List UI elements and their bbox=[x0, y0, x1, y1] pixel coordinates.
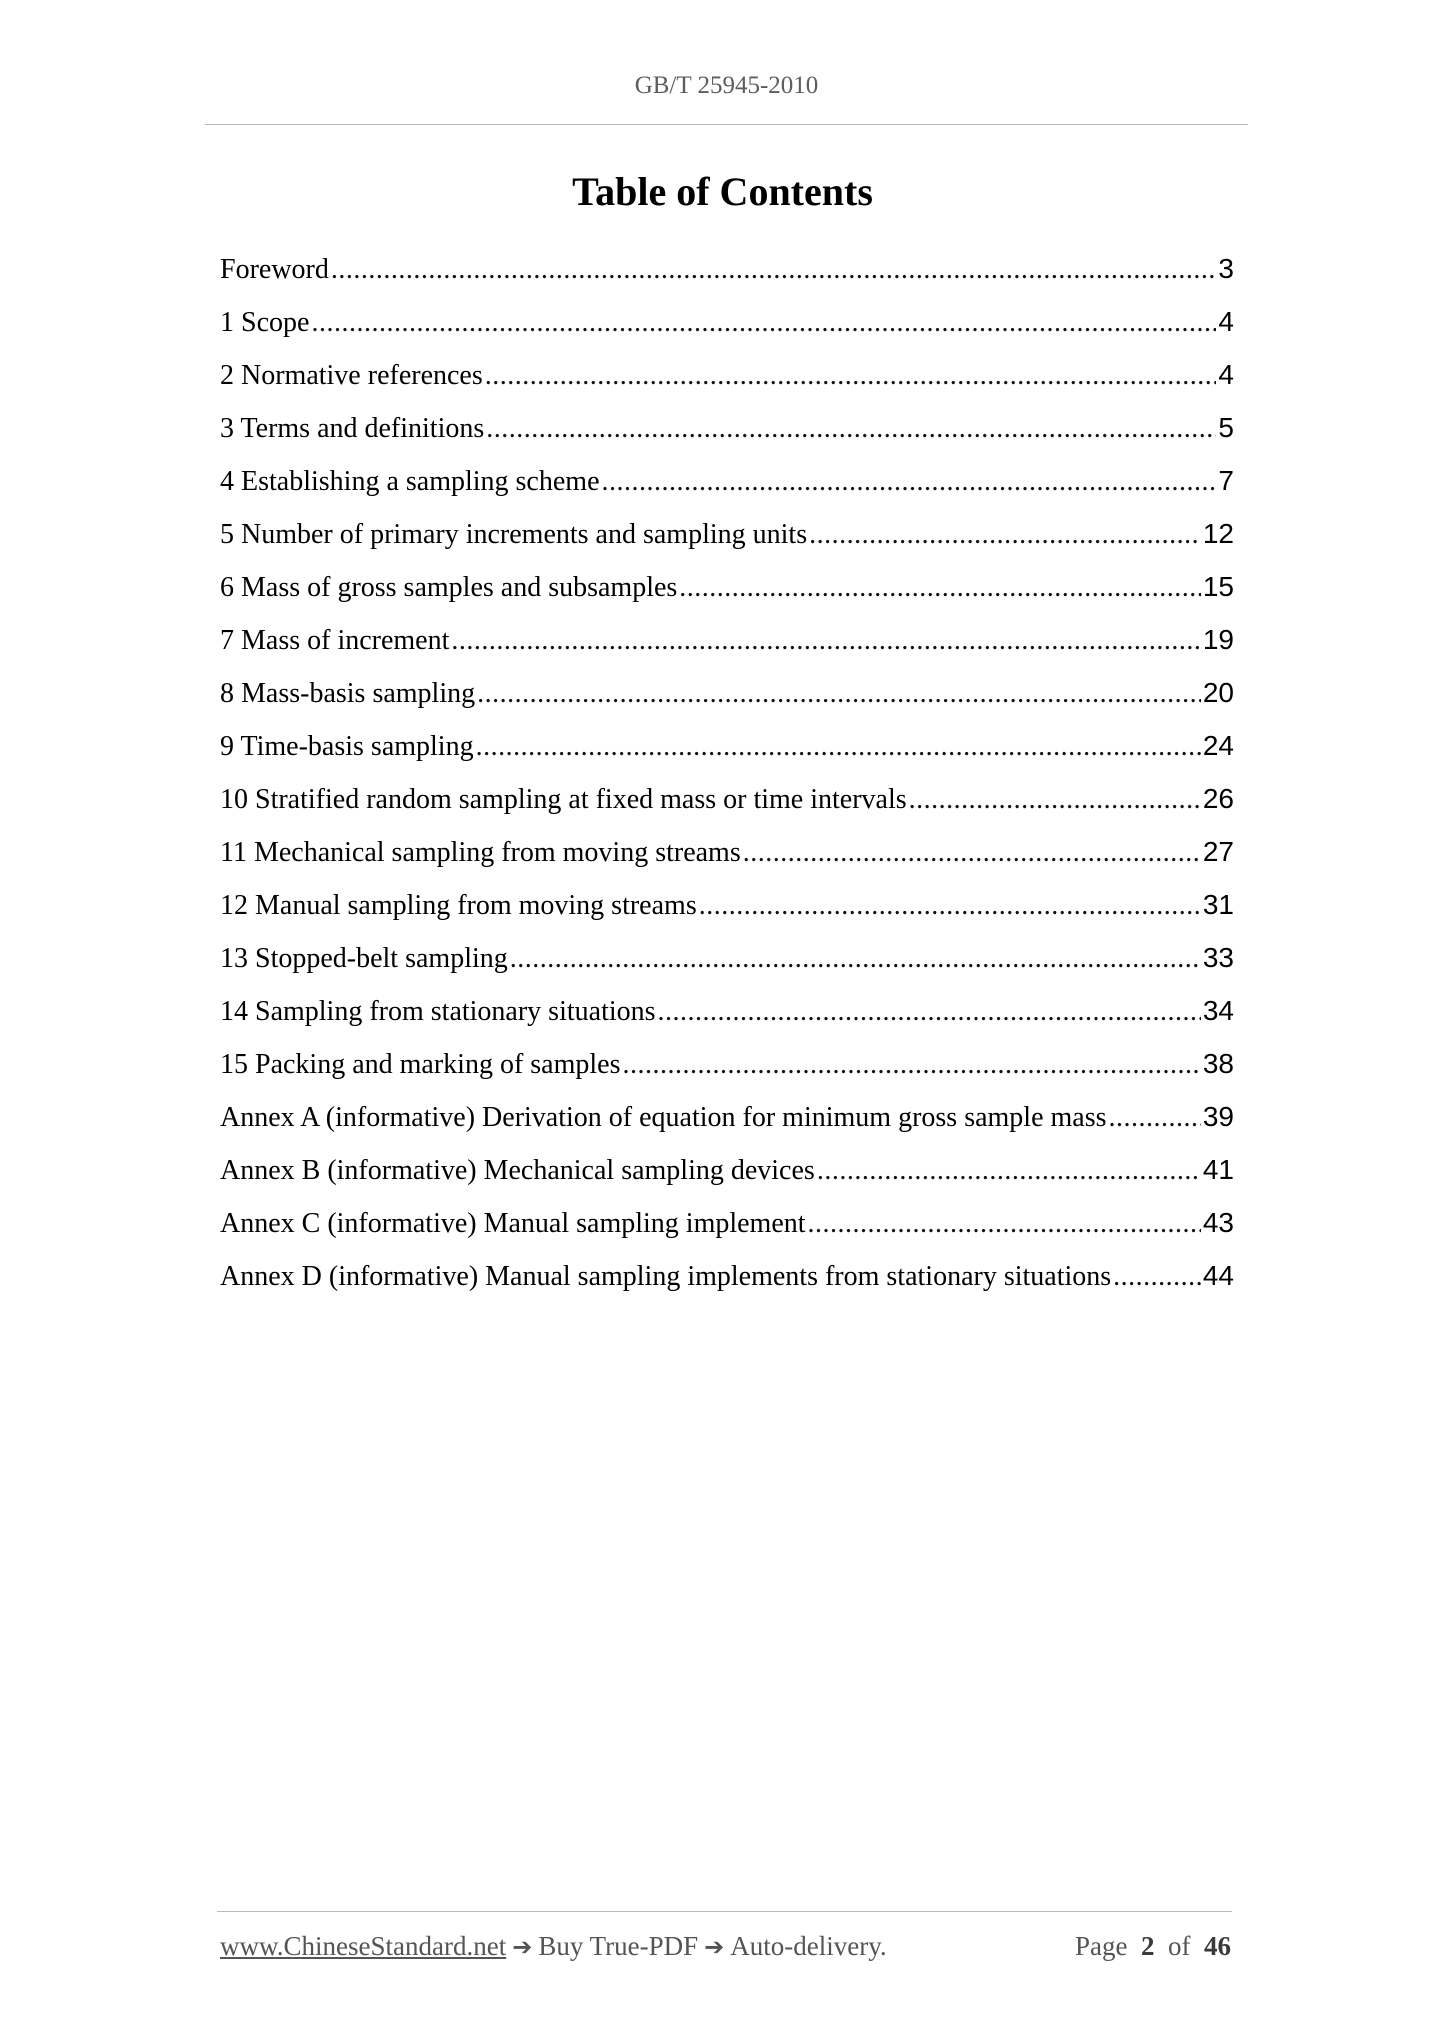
toc-dot-leader bbox=[809, 508, 1201, 561]
toc-entry-page-number: 33 bbox=[1202, 942, 1234, 973]
toc-entry-label: Foreword bbox=[220, 254, 329, 285]
toc-entry-page-number: 38 bbox=[1202, 1048, 1234, 1079]
toc-entry-label: 13 Stopped-belt sampling bbox=[220, 943, 508, 974]
toc-entry-page-number: 7 bbox=[1218, 465, 1234, 496]
toc-dot-leader bbox=[658, 985, 1201, 1038]
toc-entry[interactable] bbox=[220, 1037, 1234, 1090]
toc-entry-page-number: 39 bbox=[1202, 1101, 1234, 1132]
toc-dot-leader bbox=[477, 667, 1201, 720]
toc-entry-label: 2 Normative references bbox=[220, 360, 483, 391]
toc-entry-page-number: 19 bbox=[1202, 624, 1234, 655]
of-word: of bbox=[1168, 1931, 1191, 1961]
toc-entry-label: 11 Mechanical sampling from moving streams bbox=[220, 837, 741, 868]
toc-entry-label: 15 Packing and marking of samples bbox=[220, 1049, 621, 1080]
toc-entry-page-number: 34 bbox=[1202, 995, 1234, 1026]
toc-entry[interactable] bbox=[220, 666, 1234, 719]
toc-entry-label: 5 Number of primary increments and sampling units bbox=[220, 519, 808, 550]
toc-entry-page-number: 4 bbox=[1218, 359, 1234, 390]
toc-entry-page-number: 20 bbox=[1202, 677, 1234, 708]
toc-entry-label: 6 Mass of gross samples and subsamples bbox=[220, 572, 678, 603]
toc-dot-leader bbox=[909, 773, 1201, 826]
toc-entry[interactable] bbox=[220, 454, 1234, 507]
toc-dot-leader bbox=[476, 720, 1201, 773]
toc-entry-label: 9 Time-basis sampling bbox=[220, 731, 474, 762]
toc-entry[interactable] bbox=[220, 348, 1234, 401]
toc-entry[interactable] bbox=[220, 825, 1234, 878]
toc-dot-leader bbox=[679, 561, 1201, 614]
toc-entry-label: 8 Mass-basis sampling bbox=[220, 678, 476, 709]
total-pages: 46 bbox=[1204, 1931, 1231, 1961]
toc-entry[interactable] bbox=[220, 1196, 1234, 1249]
toc-entry[interactable] bbox=[220, 613, 1234, 666]
toc-entry-label: 4 Establishing a sampling scheme bbox=[220, 466, 600, 497]
toc-entry-label: Annex B (informative) Mechanical sampling devices bbox=[220, 1155, 815, 1186]
toc-entry[interactable] bbox=[220, 507, 1234, 560]
toc-entry-label: Annex D (informative) Manual sampling implements from stationary situations bbox=[220, 1261, 1112, 1292]
toc-entry-page-number: 15 bbox=[1202, 571, 1234, 602]
toc-dot-leader bbox=[1109, 1091, 1201, 1144]
toc-dot-leader bbox=[1113, 1250, 1201, 1303]
toc-dot-leader bbox=[743, 826, 1201, 879]
site-link[interactable]: www.ChineseStandard.net bbox=[220, 1931, 507, 1961]
toc-dot-leader bbox=[622, 1038, 1200, 1091]
footer-links bbox=[220, 1931, 887, 1962]
document-id: GB/T 25945-2010 bbox=[634, 72, 819, 99]
toc-entry-label: 10 Stratified random sampling at fixed mass or time intervals bbox=[220, 784, 907, 815]
toc-dot-leader bbox=[311, 296, 1216, 349]
toc-dot-leader bbox=[510, 932, 1201, 985]
toc-entry-label: 14 Sampling from stationary situations bbox=[220, 996, 656, 1027]
toc-entry-page-number: 41 bbox=[1202, 1154, 1234, 1185]
toc-dot-leader bbox=[602, 455, 1217, 508]
toc-dot-leader bbox=[485, 349, 1217, 402]
toc-entry[interactable] bbox=[220, 560, 1234, 613]
toc-entry[interactable] bbox=[220, 719, 1234, 772]
toc-entry[interactable] bbox=[220, 1090, 1234, 1143]
toc-dot-leader bbox=[331, 243, 1217, 296]
toc-dot-leader bbox=[808, 1197, 1201, 1250]
toc-dot-leader bbox=[451, 614, 1200, 667]
toc-dot-leader bbox=[817, 1144, 1201, 1197]
toc-entry-label: 7 Mass of increment bbox=[220, 625, 450, 656]
footer-divider bbox=[217, 1911, 1232, 1912]
toc-entry-label: Annex A (informative) Derivation of equation for minimum gross sample mass bbox=[220, 1102, 1107, 1133]
toc-entry-label: 3 Terms and definitions bbox=[220, 413, 485, 444]
toc-dot-leader bbox=[486, 402, 1216, 455]
toc-entry-page-number: 31 bbox=[1202, 889, 1234, 920]
page-title: Table of Contents bbox=[572, 169, 873, 214]
page-counter bbox=[1075, 1931, 1231, 1962]
toc-entry[interactable] bbox=[220, 1143, 1234, 1196]
delivery-text: Auto-delivery. bbox=[730, 1931, 887, 1961]
arrow-right-icon: ➔ bbox=[704, 1933, 725, 1961]
toc-entry[interactable] bbox=[220, 931, 1234, 984]
toc-entry-page-number: 3 bbox=[1218, 253, 1234, 284]
toc-entry[interactable] bbox=[220, 772, 1234, 825]
arrow-right-icon: ➔ bbox=[512, 1933, 533, 1961]
table-of-contents bbox=[220, 242, 1234, 1302]
toc-entry[interactable] bbox=[220, 984, 1234, 1037]
toc-entry[interactable] bbox=[220, 242, 1234, 295]
toc-entry-page-number: 4 bbox=[1218, 306, 1234, 337]
buy-text: Buy True-PDF bbox=[538, 1931, 699, 1961]
toc-entry-page-number: 44 bbox=[1202, 1260, 1234, 1291]
toc-entry-page-number: 27 bbox=[1202, 836, 1234, 867]
toc-entry-page-number: 12 bbox=[1202, 518, 1234, 549]
toc-entry-page-number: 5 bbox=[1218, 412, 1234, 443]
toc-entry[interactable] bbox=[220, 1249, 1234, 1302]
toc-entry-page-number: 24 bbox=[1202, 730, 1234, 761]
page-footer bbox=[220, 1931, 1231, 1971]
toc-dot-leader bbox=[699, 879, 1201, 932]
toc-entry[interactable] bbox=[220, 878, 1234, 931]
current-page-number: 2 bbox=[1141, 1931, 1155, 1961]
toc-entry-label: 12 Manual sampling from moving streams bbox=[220, 890, 697, 921]
toc-entry[interactable] bbox=[220, 295, 1234, 348]
page-word: Page bbox=[1075, 1931, 1128, 1961]
page-header bbox=[205, 0, 1248, 125]
toc-entry-label: Annex C (informative) Manual sampling implement bbox=[220, 1208, 806, 1239]
toc-entry-page-number: 26 bbox=[1202, 783, 1234, 814]
toc-entry[interactable] bbox=[220, 401, 1234, 454]
toc-entry-page-number: 43 bbox=[1202, 1207, 1234, 1238]
toc-entry-label: 1 Scope bbox=[220, 307, 310, 338]
